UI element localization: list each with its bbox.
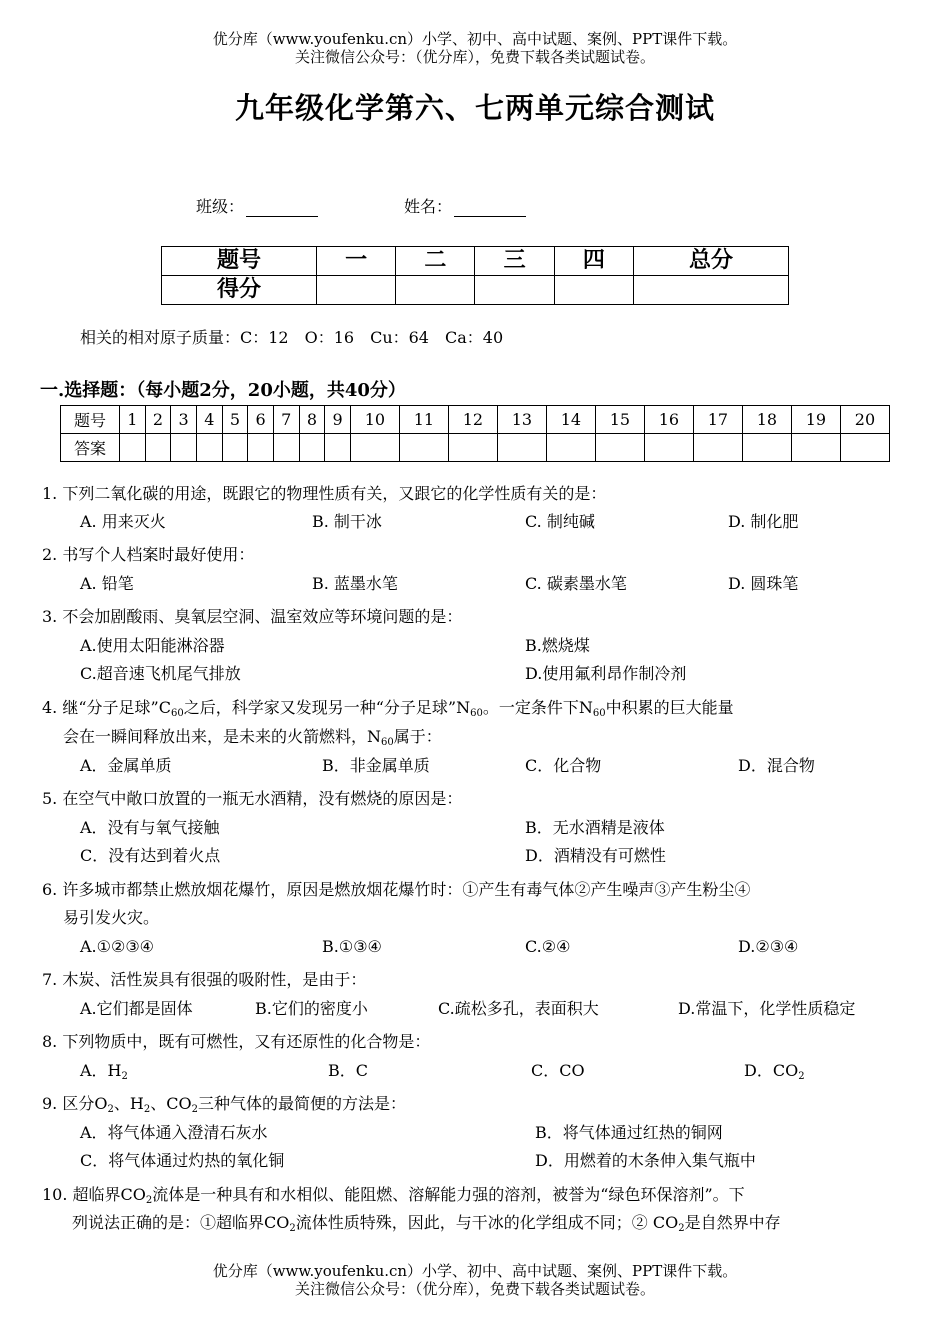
class-blank [246, 200, 318, 217]
answer-number-cell: 3 [171, 406, 197, 434]
answer-row-label: 题号 [61, 406, 120, 434]
q10-subscript: 2 [145, 1195, 153, 1206]
q2-option-b: B. 蓝墨水笔 [312, 574, 398, 593]
q4-text: 4. 继“分子足球”C [42, 698, 171, 717]
q4-subscript: 60 [592, 708, 606, 719]
answer-blank-cell [644, 434, 693, 462]
q4-subscript: 60 [170, 708, 184, 719]
answer-blank-cell [350, 434, 399, 462]
answer-number-cell: 8 [299, 406, 325, 434]
q7-option-b: B.它们的密度小 [255, 999, 368, 1018]
q10-text: 流体是一种具有和水相似、能阻燃、溶解能力强的溶剂，被誉为“绿色环保溶剂”。下 [152, 1185, 745, 1204]
q6-option-c: C.②④ [525, 937, 571, 956]
q8-subscript: 2 [121, 1071, 128, 1082]
q3-option-b: B.燃烧煤 [525, 636, 590, 655]
score-header-row [162, 247, 789, 276]
question-10-line-2 [72, 1209, 781, 1243]
q8-option-c: C．CO [531, 1061, 585, 1080]
answer-blank-cell [840, 434, 889, 462]
answer-blank-cell [546, 434, 595, 462]
name-field [404, 194, 526, 217]
q3-option-d: D.使用氟利昂作制冷剂 [525, 664, 687, 683]
answer-number-cell: 9 [325, 406, 351, 434]
q2-option-c: C. 碳素墨水笔 [525, 574, 627, 593]
answer-blank-cell [448, 434, 497, 462]
score-cell: 二 [396, 247, 475, 276]
q4-subscript: 60 [470, 708, 483, 719]
q8-option-d-text: D．CO [744, 1061, 799, 1080]
q9-subscript: 2 [107, 1104, 114, 1115]
header-line-2: 关注微信公众号：（优分库），免费下载各类试题试卷。 [294, 48, 655, 66]
name-label: 姓名： [404, 197, 453, 216]
q1-option-b: B. 制干冰 [312, 512, 382, 531]
answer-number-cell: 18 [742, 406, 791, 434]
q6-option-b: B.①③④ [322, 937, 382, 956]
q1-option-d: D. 制化肥 [728, 512, 799, 531]
question-7: 7. 木炭、活性炭具有很强的吸附性，是由于： [42, 970, 367, 989]
name-blank [454, 200, 526, 217]
q9-option-a: A．将气体通入澄清石灰水 [80, 1123, 268, 1142]
q3-option-a: A.使用太阳能淋浴器 [80, 636, 225, 655]
answer-blank-cell [171, 434, 197, 462]
q4-text: 属于： [393, 727, 442, 746]
score-cell: 题号 [162, 247, 317, 276]
footer-line-1: 优分库（www.youfenku.cn）小学、初中、高中试题、案例、PPT课件下载。 [212, 1262, 738, 1280]
q4-option-d: D．混合物 [738, 756, 815, 775]
answer-number-cell: 10 [350, 406, 399, 434]
answer-blank-cell [222, 434, 248, 462]
q3-option-c: C.超音速飞机尾气排放 [80, 664, 241, 683]
score-table [161, 246, 789, 305]
answer-number-cell: 15 [595, 406, 644, 434]
answer-number-cell: 4 [196, 406, 222, 434]
q4-text: 会在一瞬间释放出来，是未来的火箭燃料，N [63, 727, 382, 746]
q10-text: 流体性质特殊，因此，与干冰的化学组成不同；② CO [295, 1213, 679, 1232]
answer-number-cell: 1 [120, 406, 146, 434]
q8-option-d [744, 1057, 805, 1091]
page-title: 九年级化学第六、七两单元综合测试 [234, 91, 715, 125]
answer-blank-cell [399, 434, 448, 462]
question-5: 5. 在空气中敞口放置的一瓶无水酒精，没有燃烧的原因是： [42, 789, 463, 808]
score-blank [475, 276, 554, 305]
q10-text: 10. 超临界CO [42, 1185, 146, 1204]
class-label: 班级： [196, 197, 245, 216]
answer-blank-cell [273, 434, 299, 462]
score-cell: 四 [554, 247, 633, 276]
q2-option-d: D. 圆珠笔 [728, 574, 799, 593]
q7-option-d: D.常温下，化学性质稳定 [678, 999, 856, 1018]
answer-number-row [61, 406, 890, 434]
q5-option-b: B．无水酒精是液体 [525, 818, 665, 837]
question-8: 8. 下列物质中，既有可燃性，又有还原性的化合物是： [42, 1032, 431, 1051]
q4-option-a: A．金属单质 [80, 756, 172, 775]
answer-number-cell: 14 [546, 406, 595, 434]
question-3: 3. 不会加剧酸雨、臭氧层空洞、温室效应等环境问题的是： [42, 607, 463, 626]
answer-number-cell: 20 [840, 406, 889, 434]
q9-text: 、CO [150, 1094, 192, 1113]
answer-number-cell: 17 [693, 406, 742, 434]
score-blank [396, 276, 475, 305]
answer-blank-cell [196, 434, 222, 462]
answer-blank-cell [299, 434, 325, 462]
answer-number-cell: 12 [448, 406, 497, 434]
answer-table [60, 405, 890, 462]
answer-number-cell: 6 [248, 406, 274, 434]
score-cell: 三 [475, 247, 554, 276]
q10-subscript: 2 [678, 1223, 685, 1234]
q10-text: 是自然界中存 [684, 1213, 781, 1232]
q5-option-a: A．没有与氧气接触 [80, 818, 220, 837]
score-blank [317, 276, 396, 305]
q7-option-a: A.它们都是固体 [80, 999, 193, 1018]
question-6: 6. 许多城市都禁止燃放烟花爆竹，原因是燃放烟花爆竹时：①产生有毒气体②产生噪声③产生粉尘④ [42, 880, 751, 899]
q4-text: 。一定条件下N [482, 698, 593, 717]
answer-blank-cell [145, 434, 171, 462]
q9-text: 9. 区分O [42, 1094, 108, 1113]
answer-blank-cell [791, 434, 840, 462]
score-cell: 得分 [162, 276, 317, 305]
header-line-1: 优分库（www.youfenku.cn）小学、初中、高中试题、案例、PPT课件下载。 [212, 30, 738, 48]
q5-option-c: C．没有达到着火点 [80, 846, 221, 865]
question-1: 1. 下列二氧化碳的用途，既跟它的物理性质有关，又跟它的化学性质有关的是： [42, 484, 607, 503]
q4-subscript: 60 [381, 737, 394, 748]
q6-option-a: A.①②③④ [80, 937, 155, 956]
q9-option-b: B．将气体通过红热的铜网 [535, 1123, 723, 1142]
q8-option-b: B．C [328, 1061, 369, 1080]
q10-subscript: 2 [289, 1223, 296, 1234]
q4-text: 之后，科学家又发现另一种“分子足球”N [183, 698, 471, 717]
answer-blank-cell [248, 434, 274, 462]
q9-text: 、H [113, 1094, 144, 1113]
answer-number-cell: 16 [644, 406, 693, 434]
q6-option-d: D.②③④ [738, 937, 799, 956]
answer-row-label: 答案 [61, 434, 120, 462]
q8-option-a [80, 1057, 128, 1091]
score-cell: 一 [317, 247, 396, 276]
section-title: 一.选择题：（每小题2分，20小题，共40分） [40, 380, 406, 401]
q4-option-b: B．非金属单质 [322, 756, 430, 775]
q5-option-d: D．酒精没有可燃性 [525, 846, 666, 865]
answer-blank-cell [120, 434, 146, 462]
answer-blank-cell [693, 434, 742, 462]
footer-line-2: 关注微信公众号：（优分库），免费下载各类试题试卷。 [294, 1280, 655, 1298]
q9-subscript: 2 [191, 1104, 198, 1115]
score-blank [633, 276, 788, 305]
q9-text: 三种气体的最简便的方法是： [197, 1094, 406, 1113]
atomic-masses: 相关的相对原子质量：C：12 O：16 Cu：64 Ca：40 [80, 328, 504, 347]
q9-option-c: C．将气体通过灼热的氧化铜 [80, 1151, 285, 1170]
answer-blank-cell [325, 434, 351, 462]
question-6-line-2: 易引发火灾。 [63, 908, 160, 927]
q7-option-c: C.疏松多孔，表面积大 [438, 999, 599, 1018]
score-cell: 总分 [633, 247, 788, 276]
q8-subscript: 2 [798, 1071, 805, 1082]
question-2: 2. 书写个人档案时最好使用： [42, 545, 255, 564]
score-value-row [162, 276, 789, 305]
score-blank [554, 276, 633, 305]
answer-blank-cell [595, 434, 644, 462]
q1-option-a: A. 用来灭火 [80, 512, 166, 531]
answer-blank-cell [742, 434, 791, 462]
answer-number-cell: 2 [145, 406, 171, 434]
q2-option-a: A. 铅笔 [80, 574, 134, 593]
class-field [196, 194, 318, 217]
q10-text: 列说法正确的是：①超临界CO [72, 1213, 290, 1232]
answer-number-cell: 19 [791, 406, 840, 434]
q8-option-a-text: A．H [80, 1061, 122, 1080]
q4-text: 中积累的巨大能量 [605, 698, 734, 717]
q9-subscript: 2 [143, 1104, 151, 1115]
answer-number-cell: 11 [399, 406, 448, 434]
answer-number-cell: 13 [497, 406, 546, 434]
q1-option-c: C. 制纯碱 [525, 512, 595, 531]
answer-blank-row [61, 434, 890, 462]
q4-option-c: C．化合物 [525, 756, 602, 775]
answer-blank-cell [497, 434, 546, 462]
answer-number-cell: 7 [273, 406, 299, 434]
answer-number-cell: 5 [222, 406, 248, 434]
q9-option-d: D．用燃着的木条伸入集气瓶中 [535, 1151, 756, 1170]
